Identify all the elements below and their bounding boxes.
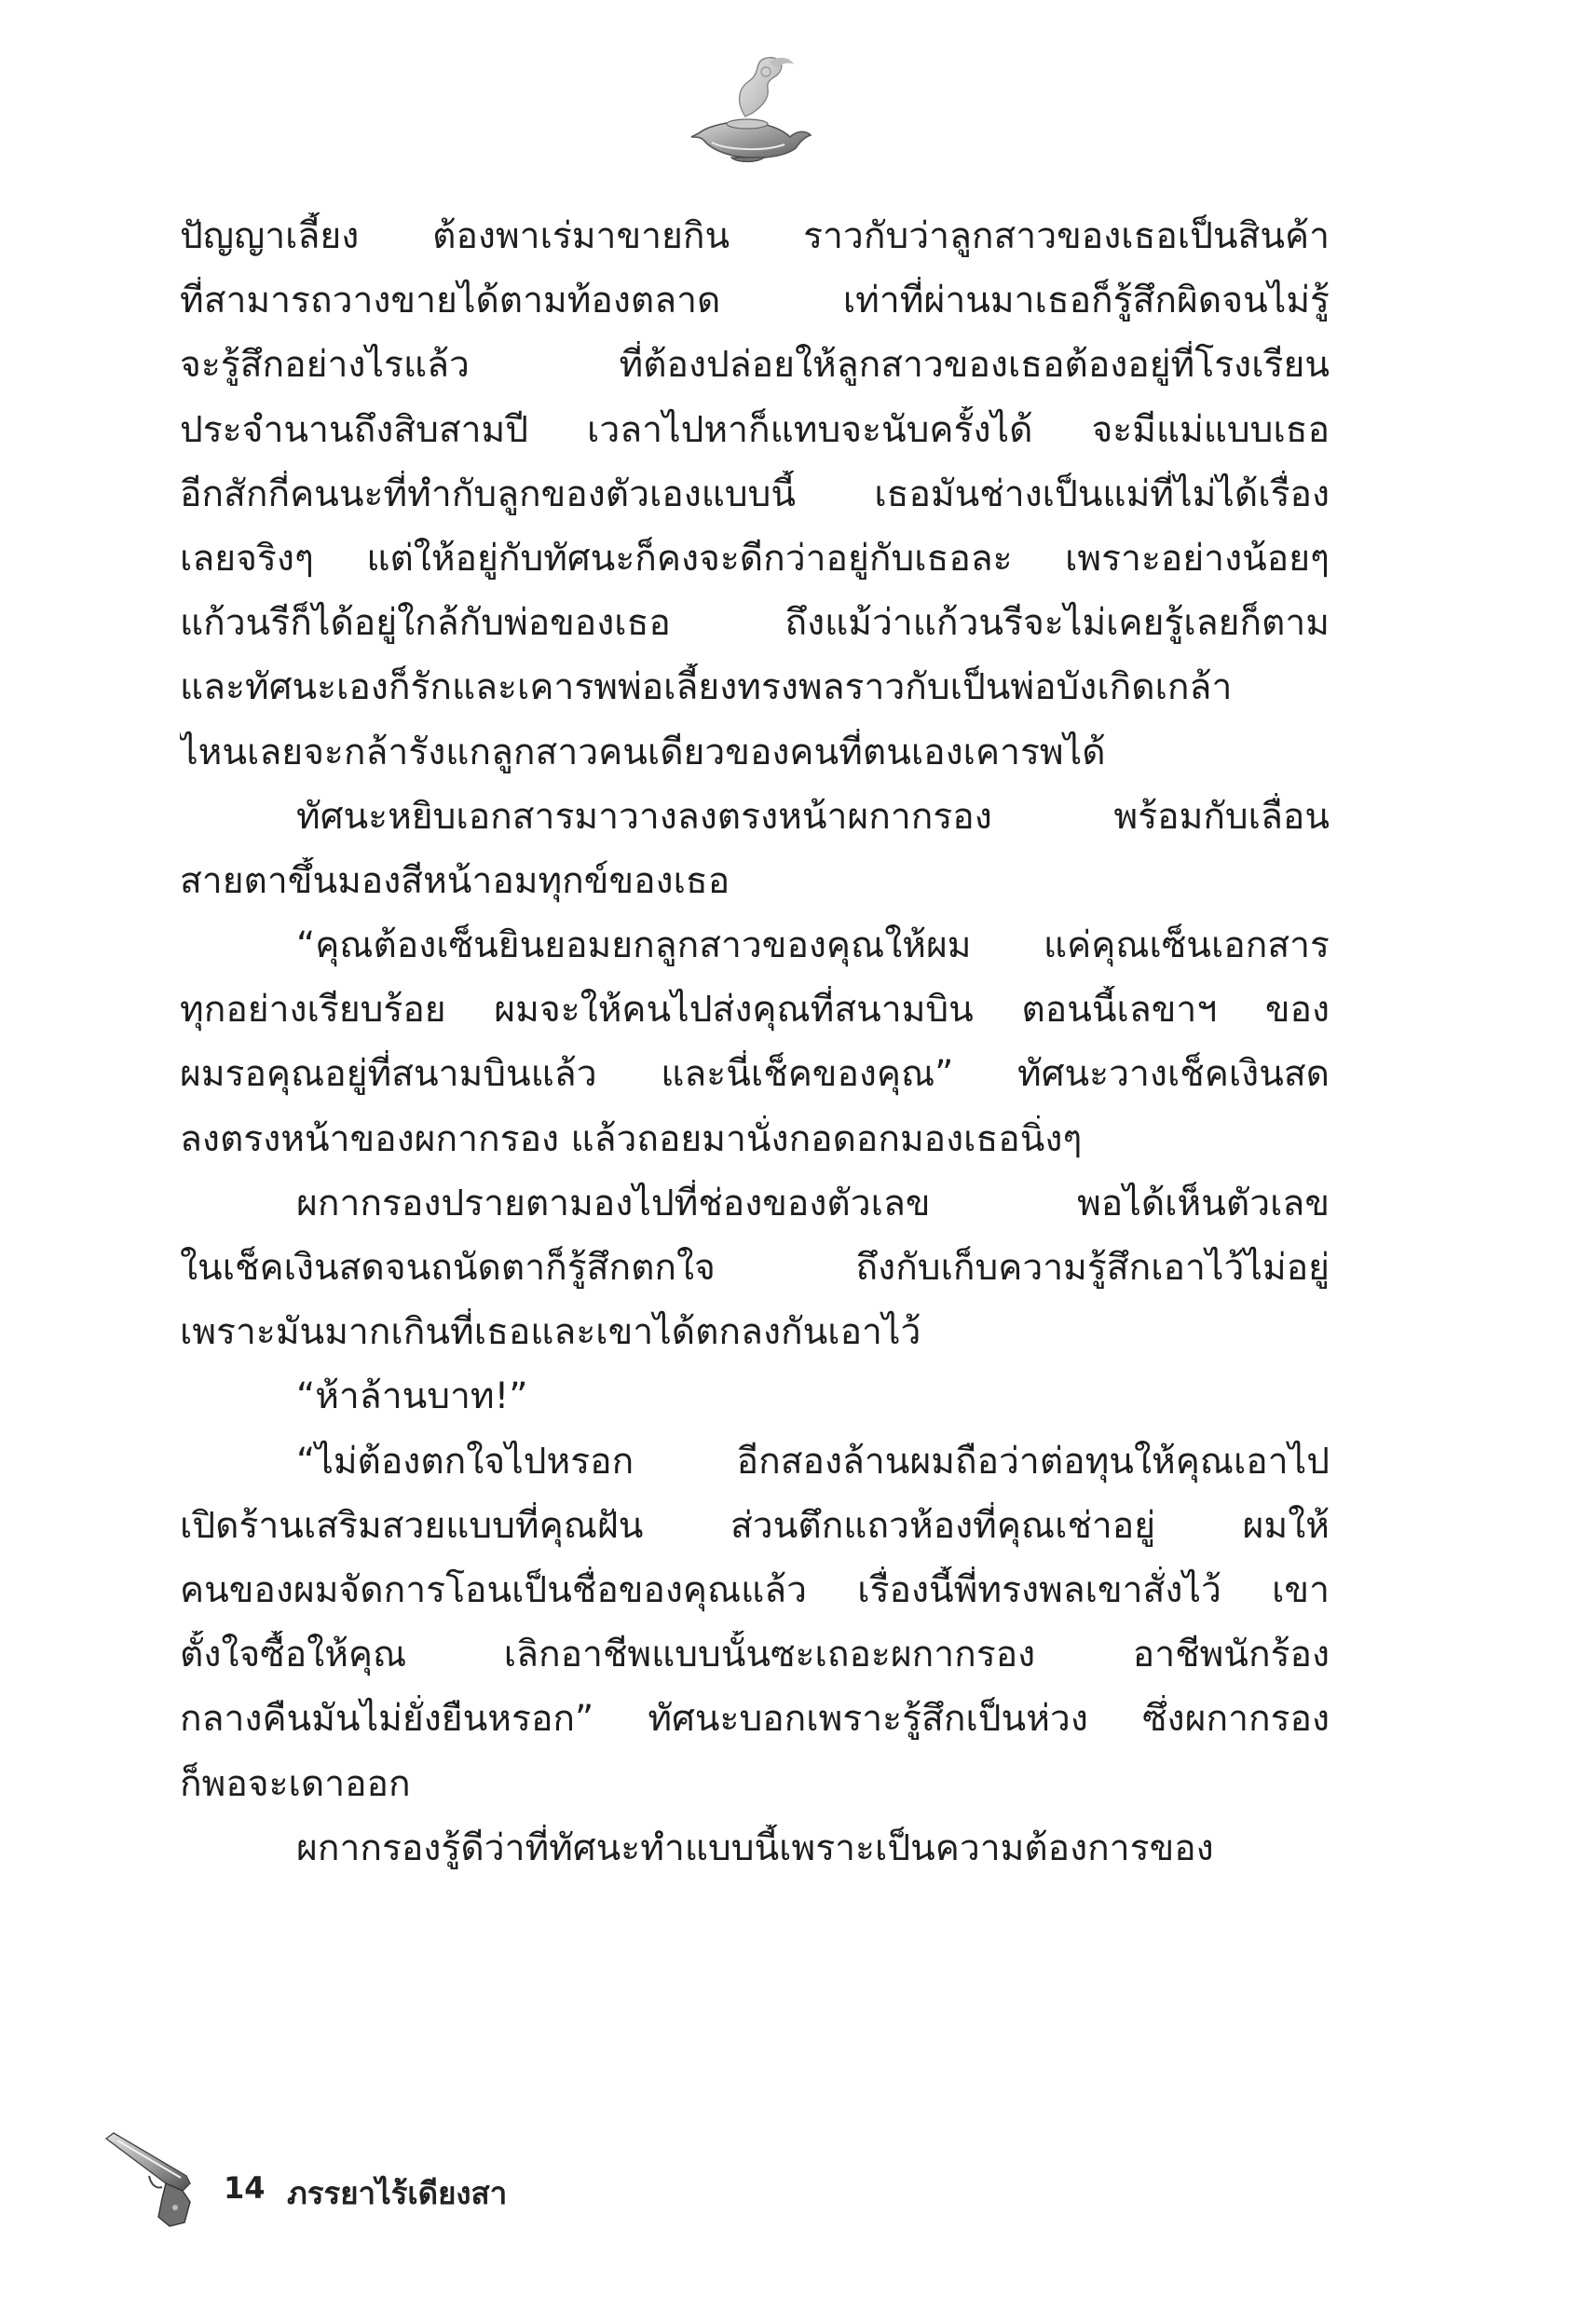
- text-line: ทุกอย่างเรียบร้อย ผมจะให้คนไปส่งคุณที่สนามบิน ตอนนี้เลขาฯ ของ: [180, 989, 1330, 1032]
- text-line: ในเช็คเงินสดจนถนัดตาก็รู้สึกตกใจ ถึงกับเก็บความรู้สึกเอาไว้ไม่อยู่: [180, 1247, 1330, 1289]
- text-line: ไหนเลยจะกล้ารังแกลูกสาวคนเดียวของคนที่ตนเองเคารพได้: [180, 731, 1106, 773]
- book-title: ภรรยาไร้เดียงสา: [287, 2175, 508, 2211]
- page-number: 14: [224, 2170, 266, 2206]
- page-footer: [101, 2129, 660, 2241]
- text-line: และทัศนะเองก็รักและเคารพพ่อเลี้ยงทรงพลราวกับเป็นพ่อบังเกิดเกล้า: [180, 666, 1233, 709]
- text-line: ทัศนะหยิบเอกสารมาวางลงตรงหน้าผกากรอง พร้อมกับเลื่อน: [296, 795, 1330, 838]
- text-line: ผมรอคุณอยู่ที่สนามบินแล้ว และนี่เช็คของคุณ” ทัศนะวางเช็คเงินสด: [180, 1053, 1330, 1096]
- text-line: เพราะมันมากเกินที่เธอและเขาได้ตกลงกันเอาไว้: [180, 1311, 921, 1354]
- text-line: กลางคืนมันไม่ยั่งยืนหรอก” ทัศนะบอกเพราะรู้สึกเป็นห่วง ซึ่งผกากรอง: [180, 1698, 1330, 1741]
- text-line: จะรู้สึกอย่างไรแล้ว ที่ต้องปล่อยให้ลูกสาวของเธอต้องอยู่ที่โรงเรียน: [180, 344, 1330, 387]
- text-line: เลยจริงๆ แต่ให้อยู่กับทัศนะก็คงจะดีกว่าอยู่กับเธอละ เพราะอย่างน้อยๆ: [180, 537, 1330, 580]
- text-line: สายตาขึ้นมองสีหน้าอมทุกข์ของเธอ: [180, 859, 730, 902]
- text-line: “ห้าล้านบาท!”: [296, 1375, 528, 1418]
- text-line: ลงตรงหน้าของผกากรอง แล้วถอยมานั่งกอดอกมองเธอนิ่งๆ: [180, 1117, 1083, 1160]
- text-line: ตั้งใจซื้อให้คุณ เลิกอาชีพแบบนั้นซะเถอะผกากรอง อาชีพนักร้อง: [180, 1634, 1330, 1676]
- text-line: ที่สามารถวางขายได้ตามท้องตลาด เท่าที่ผ่านมาเธอก็รู้สึกผิดจนไม่รู้: [180, 280, 1330, 322]
- body-text: [180, 212, 1330, 1889]
- pistol-icon: [101, 2129, 212, 2232]
- text-line: ปัญญาเลี้ยง ต้องพาเร่มาขายกิน ราวกับว่าลูกสาวของเธอเป็นสินค้า: [180, 215, 1330, 257]
- text-line: เปิดร้านเสริมสวยแบบที่คุณฝัน ส่วนตึกแถวห้องที่คุณเช่าอยู่ ผมให้: [180, 1504, 1330, 1547]
- text-line: คนของผมจัดการโอนเป็นชื่อของคุณแล้ว เรื่องนี้พี่ทรงพลเขาสั่งไว้ เขา: [180, 1568, 1330, 1611]
- text-line: “คุณต้องเซ็นยินยอมยกลูกสาวของคุณให้ผม แค่คุณเซ็นเอกสาร: [296, 924, 1330, 967]
- text-line: ก็พอจะเดาออก: [180, 1762, 411, 1805]
- text-line: แก้วนรีก็ได้อยู่ใกล้กับพ่อของเธอ ถึงแม้ว่าแก้วนรีจะไม่เคยรู้เลยก็ตาม: [180, 602, 1330, 645]
- genie-lamp-ornament-icon: [680, 51, 820, 168]
- text-line: ประจำนานถึงสิบสามปี เวลาไปหาก็แทบจะนับครั้งได้ จะมีแม่แบบเธอ: [180, 408, 1330, 451]
- text-line: “ไม่ต้องตกใจไปหรอก อีกสองล้านผมถือว่าต่อทุนให้คุณเอาไป: [296, 1440, 1330, 1483]
- text-line: อีกสักกี่คนนะที่ทำกับลูกของตัวเองแบบนี้ เธอมันช่างเป็นแม่ที่ไม่ได้เรื่อง: [180, 472, 1330, 515]
- text-line: ผกากรองปรายตามองไปที่ช่องของตัวเลข พอได้เห็นตัวเลข: [296, 1182, 1330, 1224]
- text-line: ผกากรองรู้ดีว่าที่ทัศนะทำแบบนี้เพราะเป็นความต้องการของ: [296, 1826, 1214, 1869]
